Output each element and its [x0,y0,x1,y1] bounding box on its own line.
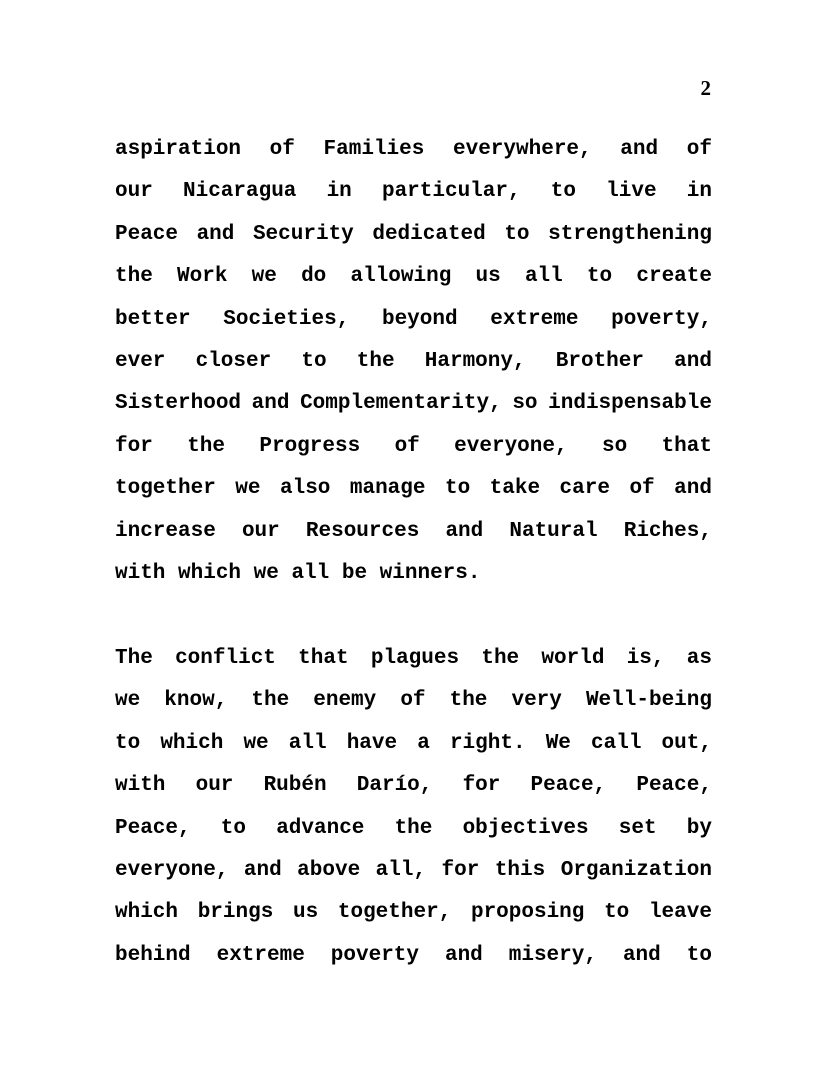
text-line [115,220,712,262]
word: poverty, [611,307,712,331]
word: our [115,180,153,204]
word: we [253,561,279,585]
word: to [686,943,712,967]
word: of [269,138,295,161]
text-line [115,474,712,516]
word: to [444,477,471,501]
word: very [511,689,562,713]
word: increase [115,519,216,543]
word: closer [195,349,272,373]
word: enemy [313,689,377,713]
text-line [115,347,712,389]
word: which [115,901,179,925]
word: the [251,689,290,713]
word: Rubén [263,774,327,798]
word: Societies, [223,307,350,331]
word: and [620,138,659,161]
word: Peace, [115,816,191,840]
word: beyond [381,307,458,331]
word: live [606,180,657,204]
word: that [661,434,712,458]
word: all [524,265,563,289]
word: create [636,265,712,289]
word: of [400,689,426,713]
word: by [686,816,712,840]
word: We [545,731,571,755]
word: Riches, [623,519,712,543]
word: also [279,477,331,501]
word: Families [323,138,425,161]
word: as [686,647,712,670]
text-line [115,898,712,940]
word: to [550,180,576,204]
word: ever [115,349,166,373]
word: Nicaragua [182,180,297,204]
text-line [115,517,712,559]
word: Sisterhood [115,392,242,416]
word: and [445,519,484,543]
text-line [115,305,712,347]
word: to [301,349,327,373]
word: and [251,392,290,416]
paragraph-2 [115,644,712,983]
word: Natural [509,519,598,543]
word: in [326,180,352,204]
word: so [601,434,628,458]
text-line [115,559,712,601]
word: to [220,816,247,840]
word: everyone, [115,858,229,882]
word: be [341,561,368,585]
word: conflict [175,647,276,670]
word: particular, [381,180,521,204]
word: extreme [490,307,579,331]
word: with [115,774,166,798]
word: us [475,265,501,289]
text-line [115,135,712,177]
word: strengthening [548,222,712,246]
word: indispensable [548,392,712,416]
word: in [686,180,712,204]
word: all, [375,858,427,882]
word: misery, [508,943,597,967]
word: we [251,265,277,289]
word: Security [252,222,354,246]
word: we [243,731,269,755]
word: allowing [350,265,452,289]
word: have [346,731,398,755]
word: Organization [560,858,712,882]
word: world [541,647,605,670]
word: do [301,265,327,289]
word: of [394,434,420,458]
word: better [115,307,191,331]
text-line [115,686,712,728]
paragraph-1 [115,135,712,601]
word: a [417,731,430,755]
word: Harmony, [424,349,526,373]
word: manage [349,477,426,501]
word: all [288,731,327,755]
word: Well-being [585,689,712,713]
word: poverty [330,943,419,967]
word: the [115,265,153,289]
word: dedicated [372,222,486,246]
text-line [115,729,712,771]
word: take [489,477,541,501]
word: with [115,561,166,585]
text-line [115,389,712,431]
word: all [291,561,330,585]
word: plagues [370,647,460,670]
word: so [512,392,538,416]
word: the [187,434,225,458]
word: this [494,858,546,882]
word: us [292,901,319,925]
word: which [160,731,224,755]
text-line [115,814,712,856]
word: of [686,138,712,161]
word: of [629,477,655,501]
text-line [115,262,712,304]
word: and [622,943,661,967]
word: right. [449,731,526,755]
text-line [115,177,712,219]
word: set [618,816,657,840]
word: leave [648,901,712,925]
word: objectives [462,816,589,840]
word: everywhere, [453,138,592,161]
word: proposing [470,901,585,925]
word: care [559,477,610,501]
word: call [591,731,642,755]
word: for [115,434,153,458]
word: is, [626,647,665,670]
word: our [241,519,280,543]
word: above [297,858,361,882]
word: for [441,858,480,882]
word: know, [164,689,228,713]
word: Peace, [636,774,712,798]
word: and [196,222,235,246]
word: the [394,816,433,840]
text-line [115,941,712,983]
word: advance [276,816,365,840]
word: we [235,477,261,501]
word: extreme [216,943,305,967]
word: together [115,477,216,501]
word: behind [115,943,191,967]
word: The [115,647,153,670]
word: our [195,774,234,798]
word: and [674,477,712,501]
word: brings [197,901,274,925]
text-line [115,432,712,474]
word: which [178,561,242,585]
page-number: 2 [700,76,711,100]
word: to [504,222,530,246]
text-line [115,856,712,898]
word: and [243,858,282,882]
word: Complementarity, [300,392,502,416]
word: the [449,689,488,713]
word: we [115,689,141,713]
word: Progress [259,434,361,458]
word: winners. [379,561,481,585]
word: Peace, [530,774,607,798]
word: that [298,647,349,670]
word: the [356,349,395,373]
text-line [115,771,712,813]
word: Resources [305,519,420,543]
word: Work [177,265,228,289]
word: aspiration [115,138,242,161]
text-line [115,644,712,686]
word: and [444,943,483,967]
word: Peace [115,222,179,246]
word: Darío, [356,774,433,798]
word: to [586,265,613,289]
word: everyone, [454,434,568,458]
word: together, [337,901,452,925]
word: out, [661,731,712,755]
word: the [481,647,520,670]
word: to [115,731,141,755]
word: to [604,901,630,925]
word: and [674,349,712,373]
word: Brother [555,349,644,373]
word: for [462,774,501,798]
